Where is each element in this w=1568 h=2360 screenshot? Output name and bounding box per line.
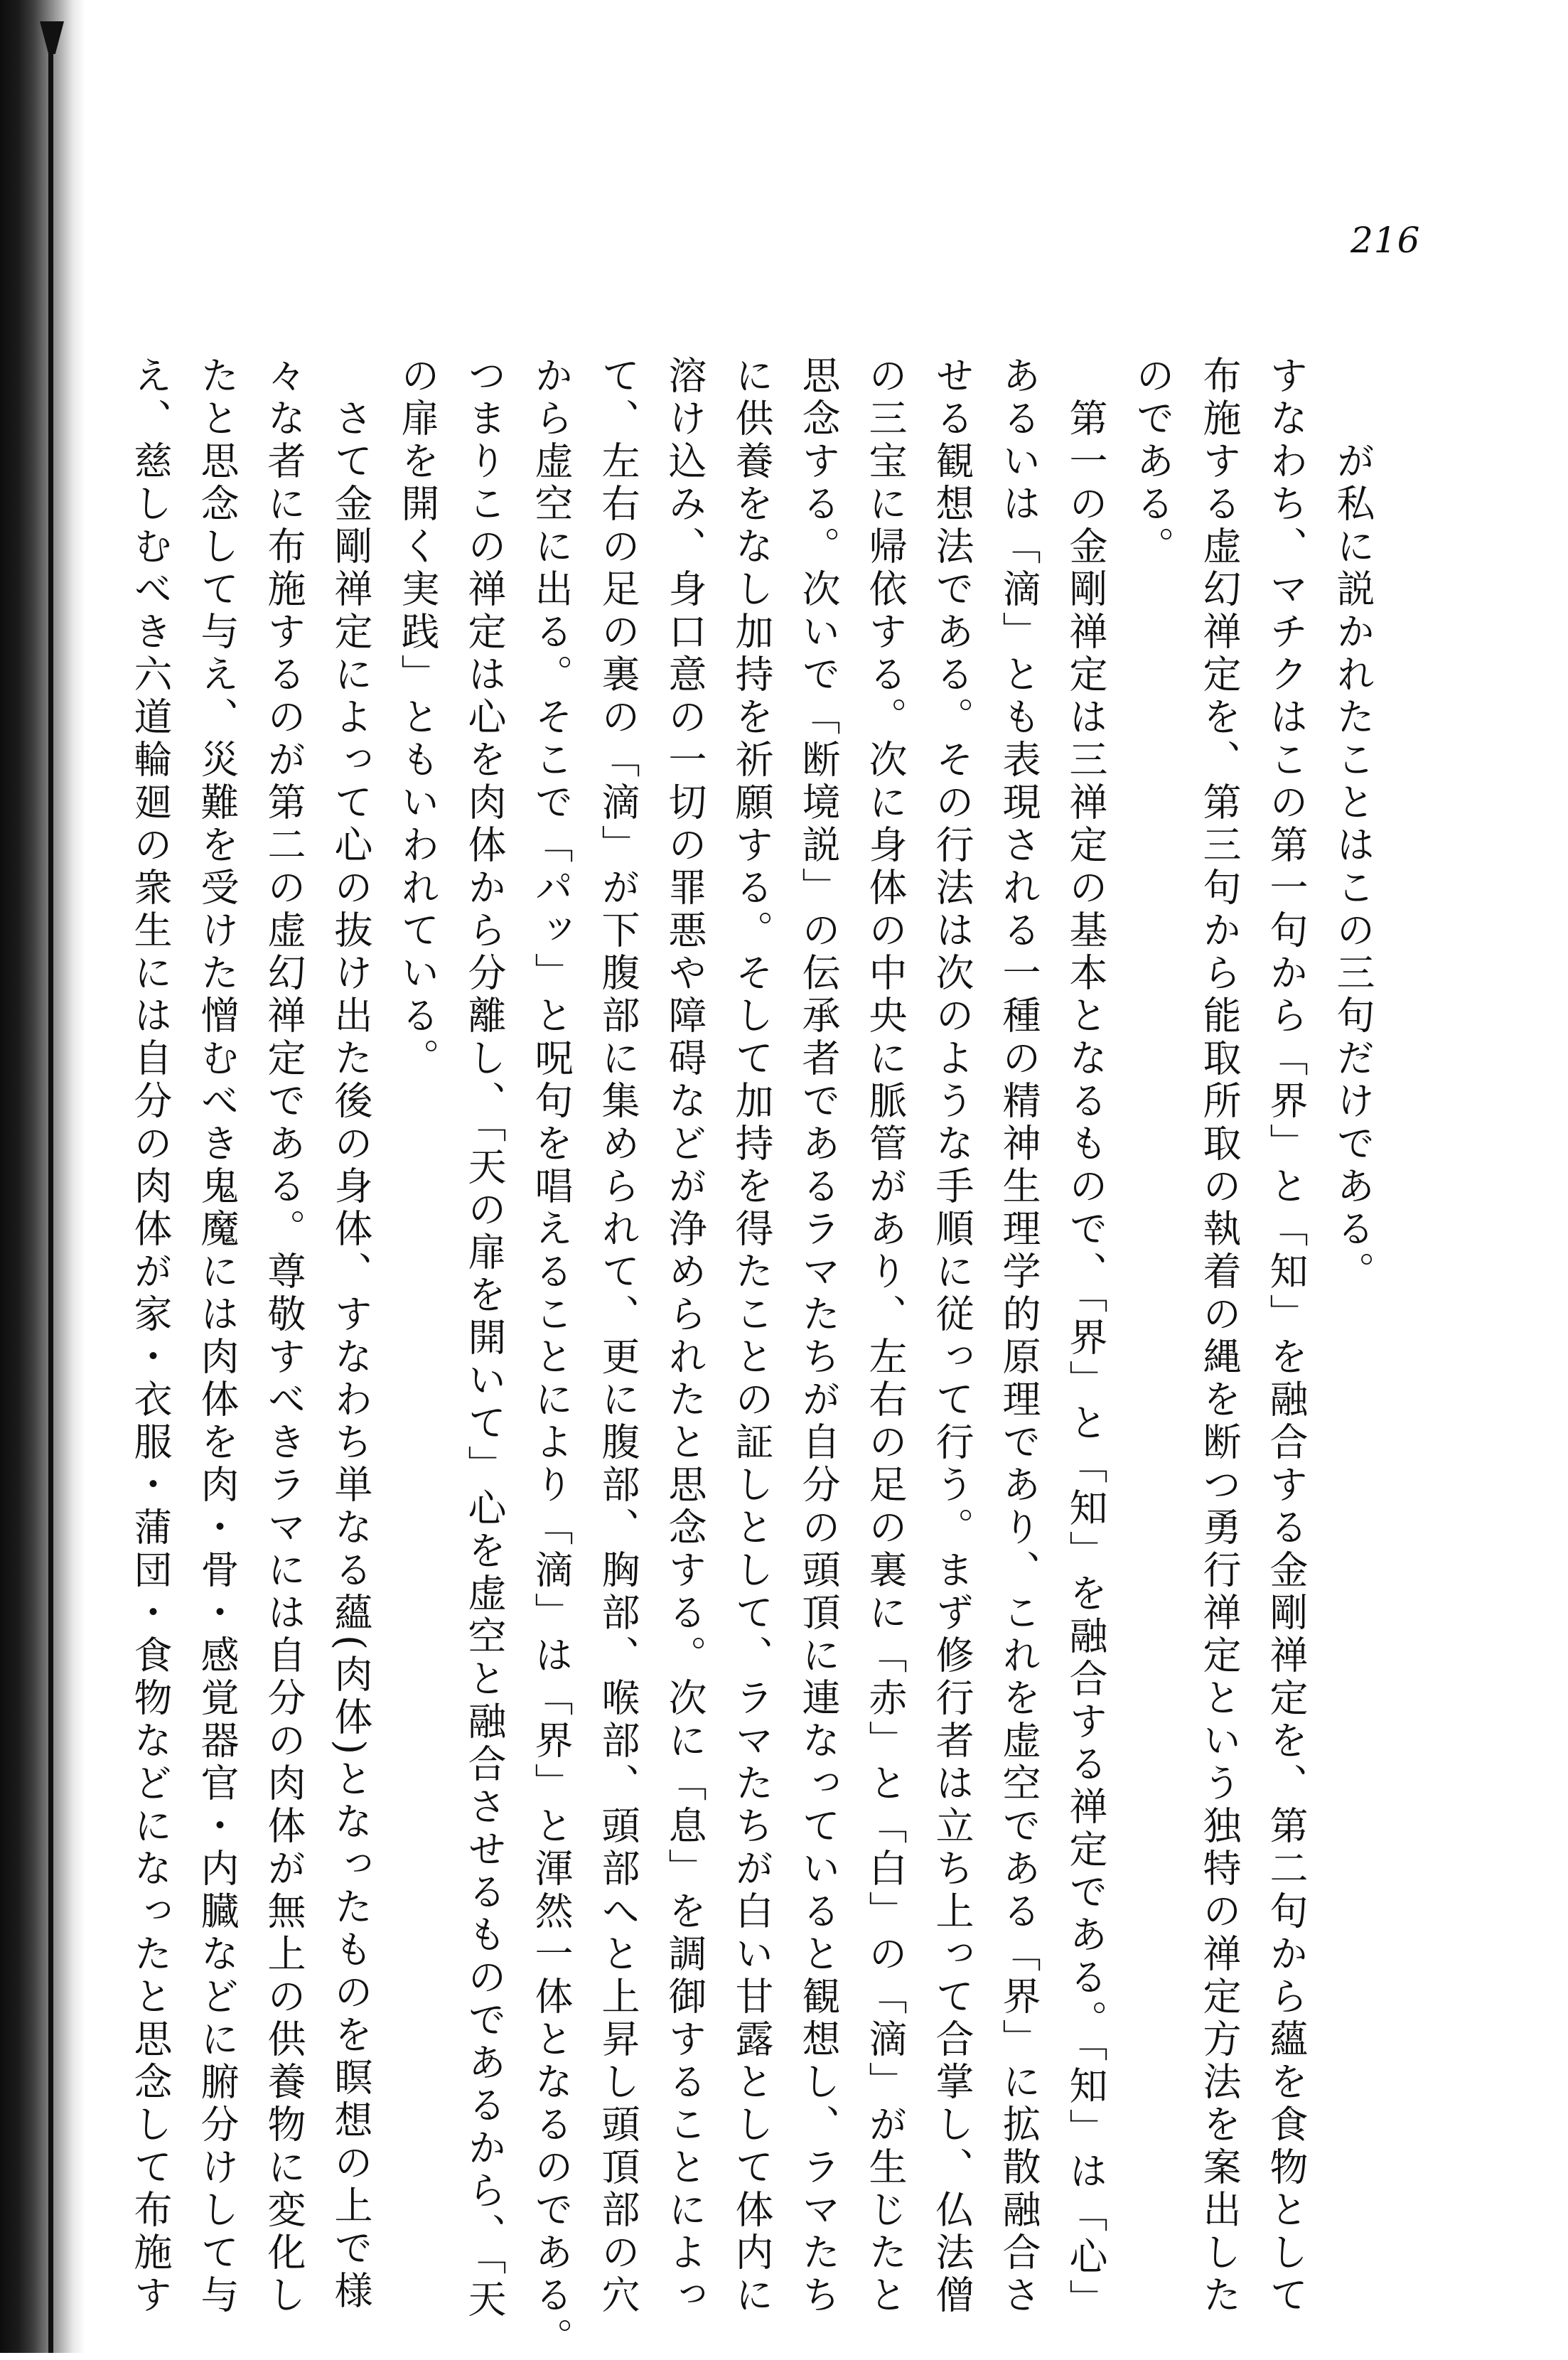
text-line: あるいは「滴」とも表現される一種の精神生理学的原理であり、これを虚空である「界」に拡散融合さ: [997, 355, 1041, 2317]
text-line: さて金剛禅定によって心の抜け出た後の身体、すなわち単なる蘊(肉体)となったものを瞑想の上で様: [328, 355, 373, 2314]
text-line: の三宝に帰依する。次に身体の中央に脈管があり、左右の足の裏に「赤」と「白」の「滴」が生じたと: [863, 355, 908, 2317]
text-line: のである。: [1130, 355, 1175, 569]
text-line: が私に説かれたことはこの三句だけである。: [1331, 355, 1375, 1294]
text-line: 思念する。次いで「断境説」の伝承者であるラマたちが自分の頭頂に連なっていると観想し、ラマたち: [796, 355, 841, 2317]
binding-line: [48, 21, 53, 2353]
page-number: 216: [1350, 220, 1421, 261]
text-line: 第一の金剛禅定は三禅定の基本となるもので、「界」と「知」を融合する禅定である。「知」は「心」: [1063, 355, 1108, 2322]
text-line: 溶け込み、身口意の一切の罪悪や障碍などが浄められたと思念する。次に「息」を調御することによっ: [662, 355, 707, 2317]
text-line: せる観想法である。その行法は次のような手順に従って行う。まず修行者は立ち上って合掌し、仏法僧: [930, 355, 974, 2317]
text-line: たと思念して与え、災難を受けた憎むべき鬼魔には肉体を肉・骨・感覚器官・内臓などに腑分けして与: [195, 355, 240, 2317]
text-line: に供養をなし加持を祈願する。そして加持を得たことの証しとして、ラマたちが白い甘露として体内に: [729, 355, 774, 2317]
text-line: すなわち、マチクはこの第一句から「界」と「知」を融合する金剛禅定を、第二句から蘊を食物として: [1264, 355, 1309, 2317]
text-line: から虚空に出る。そこで「パッ」と呪句を唱えることにより「滴」は「界」と渾然一体となるのである。: [529, 355, 574, 2360]
text-line: つまりこの禅定は心を肉体から分離し、「天の扉を開いて」心を虚空と融合させるものであるから、「天: [462, 355, 507, 2322]
text-line: て、左右の足の裏の「滴」が下腹部に集められて、更に腹部、胸部、喉部、頭部へと上昇し頭頂部の穴: [596, 355, 640, 2317]
text-line: 布施する虚幻禅定を、第三句から能取所取の執着の縄を断つ勇行禅定という独特の禅定方法を案出した: [1197, 355, 1242, 2317]
text-line: え、慈しむべき六道輪廻の衆生には自分の肉体が家・衣服・蒲団・食物などになったと思念して布施す: [128, 355, 173, 2317]
text-line: の扉を開く実践」ともいわれている。: [395, 355, 440, 1080]
book-binding-shadow: [0, 0, 85, 2353]
text-line: 々な者に布施するのが第二の虚幻禅定である。尊敬すべきラマには自分の肉体が無上の供養物に変化し: [262, 355, 306, 2317]
body-text: [128, 355, 1386, 2360]
